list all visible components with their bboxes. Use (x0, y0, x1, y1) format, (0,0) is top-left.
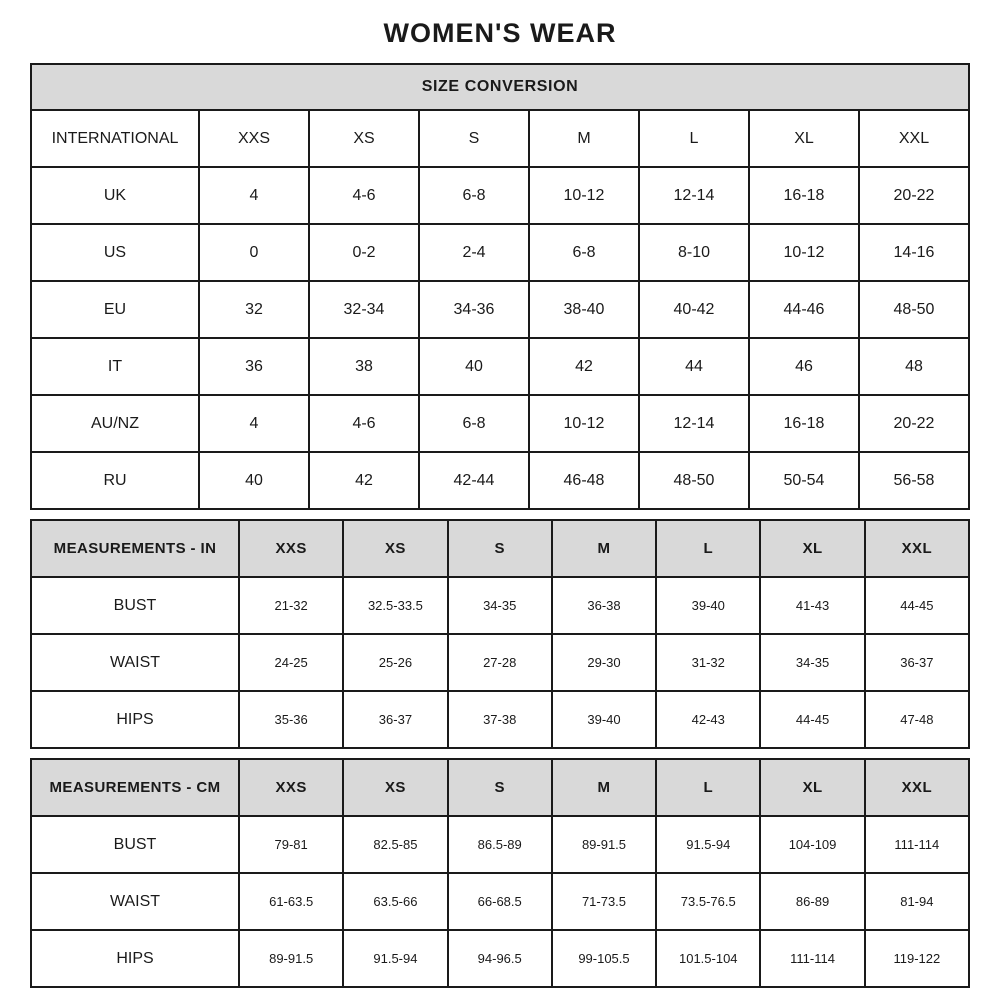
value-cell: 36 (199, 338, 309, 395)
value-cell: 73.5-76.5 (656, 873, 760, 930)
value-cell: 40 (199, 452, 309, 509)
value-cell: 31-32 (656, 634, 760, 691)
value-cell: 48-50 (859, 281, 969, 338)
row-label: UK (31, 167, 199, 224)
value-cell: 36-37 (865, 634, 969, 691)
value-cell: 2-4 (419, 224, 529, 281)
value-cell: 63.5-66 (343, 873, 447, 930)
value-cell: 32.5-33.5 (343, 577, 447, 634)
value-cell: 10-12 (529, 167, 639, 224)
value-cell: 4 (199, 395, 309, 452)
value-cell: 111-114 (865, 816, 969, 873)
table-header-row (31, 759, 969, 816)
table-row (31, 167, 969, 224)
table-row (31, 338, 969, 395)
row-label: HIPS (31, 691, 239, 748)
value-cell: 42 (529, 338, 639, 395)
row-label: WAIST (31, 634, 239, 691)
value-cell: 21-32 (239, 577, 343, 634)
size-column-header: M (529, 110, 639, 167)
value-cell: 29-30 (552, 634, 656, 691)
measurements-cm-table (30, 758, 970, 988)
row-label: RU (31, 452, 199, 509)
size-column-header: XXL (865, 520, 969, 577)
table-row (31, 452, 969, 509)
table-row (31, 577, 969, 634)
value-cell: 20-22 (859, 395, 969, 452)
value-cell: 37-38 (448, 691, 552, 748)
size-column-header: XL (760, 520, 864, 577)
value-cell: 12-14 (639, 395, 749, 452)
value-cell: 27-28 (448, 634, 552, 691)
row-label: HIPS (31, 930, 239, 987)
value-cell: 24-25 (239, 634, 343, 691)
value-cell: 44-46 (749, 281, 859, 338)
value-cell: 35-36 (239, 691, 343, 748)
table-row (31, 224, 969, 281)
size-column-header: XS (343, 759, 447, 816)
value-cell: 44 (639, 338, 749, 395)
value-cell: 81-94 (865, 873, 969, 930)
value-cell: 16-18 (749, 167, 859, 224)
row-label-header: MEASUREMENTS - IN (31, 520, 239, 577)
value-cell: 101.5-104 (656, 930, 760, 987)
value-cell: 94-96.5 (448, 930, 552, 987)
size-column-header: S (448, 520, 552, 577)
value-cell: 32 (199, 281, 309, 338)
value-cell: 104-109 (760, 816, 864, 873)
value-cell: 20-22 (859, 167, 969, 224)
value-cell: 61-63.5 (239, 873, 343, 930)
size-column-header: XXL (865, 759, 969, 816)
value-cell: 47-48 (865, 691, 969, 748)
value-cell: 89-91.5 (552, 816, 656, 873)
table-header-row (31, 110, 969, 167)
measurements-in-table (30, 519, 970, 749)
value-cell: 46 (749, 338, 859, 395)
row-label: AU/NZ (31, 395, 199, 452)
value-cell: 16-18 (749, 395, 859, 452)
value-cell: 91.5-94 (656, 816, 760, 873)
value-cell: 42-44 (419, 452, 529, 509)
value-cell: 48 (859, 338, 969, 395)
row-label: BUST (31, 816, 239, 873)
value-cell: 14-16 (859, 224, 969, 281)
row-label: BUST (31, 577, 239, 634)
value-cell: 86-89 (760, 873, 864, 930)
size-column-header: M (552, 520, 656, 577)
value-cell: 44-45 (760, 691, 864, 748)
value-cell: 4-6 (309, 167, 419, 224)
value-cell: 79-81 (239, 816, 343, 873)
size-column-header: M (552, 759, 656, 816)
table-row (31, 930, 969, 987)
size-column-header: XS (309, 110, 419, 167)
size-column-header: XL (749, 110, 859, 167)
value-cell: 34-35 (760, 634, 864, 691)
value-cell: 12-14 (639, 167, 749, 224)
value-cell: 99-105.5 (552, 930, 656, 987)
size-column-header: XXL (859, 110, 969, 167)
value-cell: 38-40 (529, 281, 639, 338)
table-row (31, 281, 969, 338)
value-cell: 4 (199, 167, 309, 224)
row-label: US (31, 224, 199, 281)
value-cell: 82.5-85 (343, 816, 447, 873)
value-cell: 36-37 (343, 691, 447, 748)
value-cell: 39-40 (656, 577, 760, 634)
value-cell: 34-36 (419, 281, 529, 338)
value-cell: 10-12 (749, 224, 859, 281)
value-cell: 119-122 (865, 930, 969, 987)
table-row (31, 691, 969, 748)
value-cell: 56-58 (859, 452, 969, 509)
page-title: WOMEN'S WEAR (383, 18, 617, 48)
value-cell: 66-68.5 (448, 873, 552, 930)
size-column-header: L (656, 520, 760, 577)
table-row (31, 634, 969, 691)
size-conversion-table (30, 63, 970, 510)
value-cell: 41-43 (760, 577, 864, 634)
value-cell: 6-8 (419, 167, 529, 224)
value-cell: 6-8 (419, 395, 529, 452)
value-cell: 8-10 (639, 224, 749, 281)
value-cell: 0 (199, 224, 309, 281)
value-cell: 46-48 (529, 452, 639, 509)
value-cell: 32-34 (309, 281, 419, 338)
value-cell: 71-73.5 (552, 873, 656, 930)
size-column-header: XS (343, 520, 447, 577)
value-cell: 111-114 (760, 930, 864, 987)
value-cell: 50-54 (749, 452, 859, 509)
size-column-header: XXS (239, 759, 343, 816)
value-cell: 89-91.5 (239, 930, 343, 987)
value-cell: 42 (309, 452, 419, 509)
value-cell: 25-26 (343, 634, 447, 691)
row-label-header: MEASUREMENTS - CM (31, 759, 239, 816)
size-column-header: L (656, 759, 760, 816)
table-title-row (31, 64, 969, 110)
value-cell: 48-50 (639, 452, 749, 509)
size-column-header: XXS (239, 520, 343, 577)
value-cell: 39-40 (552, 691, 656, 748)
row-label: EU (31, 281, 199, 338)
size-column-header: S (419, 110, 529, 167)
value-cell: 34-35 (448, 577, 552, 634)
size-column-header: XXS (199, 110, 309, 167)
value-cell: 91.5-94 (343, 930, 447, 987)
value-cell: 10-12 (529, 395, 639, 452)
table-header-row (31, 520, 969, 577)
value-cell: 0-2 (309, 224, 419, 281)
row-label: WAIST (31, 873, 239, 930)
row-label: IT (31, 338, 199, 395)
table-title: SIZE CONVERSION (31, 64, 969, 110)
value-cell: 86.5-89 (448, 816, 552, 873)
table-row (31, 395, 969, 452)
table-row (31, 816, 969, 873)
row-label-header: INTERNATIONAL (31, 110, 199, 167)
size-column-header: XL (760, 759, 864, 816)
value-cell: 36-38 (552, 577, 656, 634)
value-cell: 44-45 (865, 577, 969, 634)
value-cell: 42-43 (656, 691, 760, 748)
size-column-header: S (448, 759, 552, 816)
value-cell: 4-6 (309, 395, 419, 452)
value-cell: 38 (309, 338, 419, 395)
table-row (31, 873, 969, 930)
size-column-header: L (639, 110, 749, 167)
value-cell: 40-42 (639, 281, 749, 338)
value-cell: 40 (419, 338, 529, 395)
value-cell: 6-8 (529, 224, 639, 281)
